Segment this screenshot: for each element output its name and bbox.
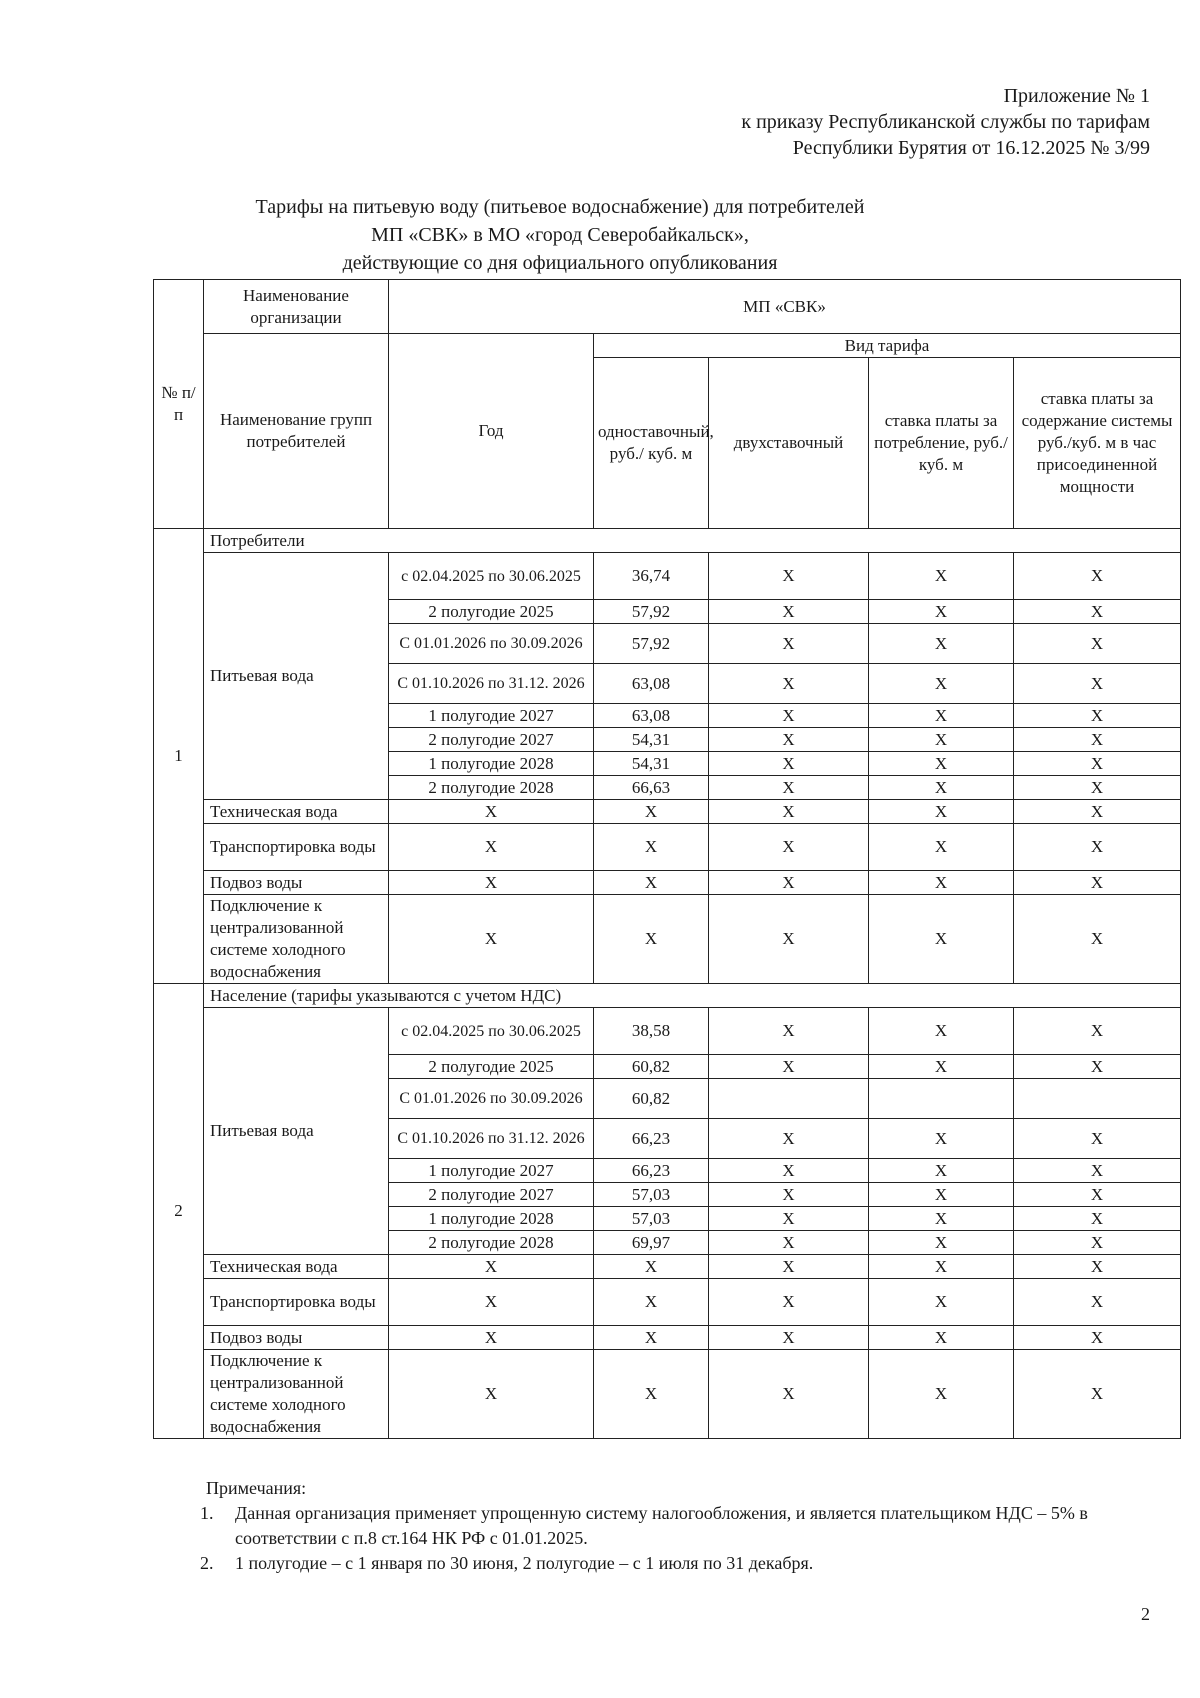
period-year: с 02.04.2025 по 30.06.2025	[389, 1008, 594, 1055]
other-service-row	[154, 895, 1181, 984]
maintenance-rate-value: X	[1014, 871, 1181, 895]
note-item	[200, 1501, 1180, 1551]
double-rate-value: X	[709, 800, 869, 824]
double-rate-value: X	[709, 1255, 869, 1279]
period-year: С 01.01.2026 по 30.09.2026	[389, 1079, 594, 1119]
consumption-rate-value: X	[869, 1231, 1014, 1255]
maintenance-rate-value: X	[1014, 600, 1181, 624]
single-rate-value: 54,31	[594, 728, 709, 752]
tariff-table	[153, 279, 1181, 1439]
col-maintenance-rate: ставка платы за содержание системы руб./куб. м в час присоединенной мощности	[1014, 358, 1181, 529]
consumption-rate-value: X	[869, 895, 1014, 984]
period-year: С 01.01.2026 по 30.09.2026	[389, 624, 594, 664]
single-rate-value: 66,63	[594, 776, 709, 800]
single-rate-value: 57,03	[594, 1183, 709, 1207]
period-year: 2 полугодие 2027	[389, 728, 594, 752]
service-name: Подвоз воды	[204, 871, 389, 895]
service-year: X	[389, 800, 594, 824]
maintenance-rate-value: X	[1014, 664, 1181, 704]
consumption-rate-value	[869, 1079, 1014, 1119]
maintenance-rate-value: X	[1014, 1350, 1181, 1439]
note-item	[200, 1551, 1180, 1576]
col-number-header: № п/п	[154, 280, 204, 529]
consumption-rate-value: X	[869, 1183, 1014, 1207]
page-number: 2	[1141, 1604, 1150, 1624]
consumption-rate-value: X	[869, 1279, 1014, 1326]
single-rate-value: 60,82	[594, 1079, 709, 1119]
maintenance-rate-value: X	[1014, 1231, 1181, 1255]
appendix-number: Приложение № 1	[1003, 85, 1150, 107]
maintenance-rate-value: X	[1014, 1183, 1181, 1207]
consumption-rate-value: X	[869, 704, 1014, 728]
consumption-rate-value: X	[869, 1350, 1014, 1439]
drinking-water-label: Питьевая вода	[204, 1008, 389, 1255]
consumption-rate-value: X	[869, 728, 1014, 752]
double-rate-value: X	[709, 824, 869, 871]
period-year: С 01.10.2026 по 31.12. 2026	[389, 1119, 594, 1159]
single-rate-value: X	[594, 824, 709, 871]
service-year: X	[389, 1279, 594, 1326]
single-rate-value: X	[594, 800, 709, 824]
service-year: X	[389, 871, 594, 895]
double-rate-value: X	[709, 1231, 869, 1255]
period-year: 1 полугодие 2028	[389, 752, 594, 776]
consumption-rate-value: X	[869, 752, 1014, 776]
consumption-rate-value: X	[869, 1207, 1014, 1231]
service-year: X	[389, 895, 594, 984]
single-rate-value: 63,08	[594, 664, 709, 704]
consumption-rate-value: X	[869, 600, 1014, 624]
double-rate-value: X	[709, 752, 869, 776]
service-year: X	[389, 824, 594, 871]
maintenance-rate-value: X	[1014, 1159, 1181, 1183]
title-line-2: МП «СВК» в МО «город Северобайкальск»,	[371, 224, 749, 246]
consumption-rate-value: X	[869, 1055, 1014, 1079]
double-rate-value: X	[709, 871, 869, 895]
single-rate-value: 54,31	[594, 752, 709, 776]
note-text: 1 полугодие – с 1 января по 30 июня, 2 полугодие – с 1 июля по 31 декабря.	[235, 1553, 814, 1573]
other-service-row	[154, 1350, 1181, 1439]
tariff-period-row	[154, 553, 1181, 600]
maintenance-rate-value: X	[1014, 824, 1181, 871]
single-rate-value: X	[594, 1350, 709, 1439]
tariff-type-label: Вид тарифа	[594, 334, 1181, 358]
consumption-rate-value: X	[869, 553, 1014, 600]
maintenance-rate-value: X	[1014, 800, 1181, 824]
single-rate-value: 66,23	[594, 1119, 709, 1159]
single-rate-value: 66,23	[594, 1159, 709, 1183]
double-rate-value: X	[709, 664, 869, 704]
section-consumers	[154, 529, 1181, 984]
service-name: Транспортировка воды	[204, 824, 389, 871]
period-year: С 01.10.2026 по 31.12. 2026	[389, 664, 594, 704]
consumption-rate-value: X	[869, 800, 1014, 824]
note-text: Данная организация применяет упрощенную систему налогообложения, и является плательщиком НДС – 5% в соответствии с п.8 ст.164 НК РФ с 01.01.2025.	[235, 1503, 1088, 1548]
other-service-row	[154, 824, 1181, 871]
consumption-rate-value: X	[869, 1159, 1014, 1183]
org-name-label: Наименование организации	[204, 280, 389, 334]
col-consumption-rate: ставка платы за потребление, руб./ куб. м	[869, 358, 1014, 529]
consumption-rate-value: X	[869, 776, 1014, 800]
single-rate-value: X	[594, 871, 709, 895]
single-rate-value: 69,97	[594, 1231, 709, 1255]
single-rate-value: 57,03	[594, 1207, 709, 1231]
consumption-rate-value: X	[869, 1008, 1014, 1055]
service-name: Техническая вода	[204, 800, 389, 824]
service-year: X	[389, 1350, 594, 1439]
service-year: X	[389, 1255, 594, 1279]
section-title-row	[154, 529, 1181, 553]
org-name-value: МП «СВК»	[389, 280, 1181, 334]
double-rate-value: X	[709, 1207, 869, 1231]
notes	[200, 1476, 1180, 1576]
period-year: 1 полугодие 2028	[389, 1207, 594, 1231]
tariff-period-row	[154, 1008, 1181, 1055]
period-year: 2 полугодие 2028	[389, 776, 594, 800]
consumption-rate-value: X	[869, 624, 1014, 664]
single-rate-value: 60,82	[594, 1055, 709, 1079]
period-year: 2 полугодие 2025	[389, 1055, 594, 1079]
appendix-header	[741, 83, 1150, 161]
double-rate-value: X	[709, 895, 869, 984]
maintenance-rate-value	[1014, 1079, 1181, 1119]
section-title: Население (тарифы указываются с учетом НДС)	[204, 984, 1181, 1008]
maintenance-rate-value: X	[1014, 728, 1181, 752]
single-rate-value: 57,92	[594, 624, 709, 664]
notes-heading: Примечания:	[206, 1478, 307, 1498]
consumption-rate-value: X	[869, 824, 1014, 871]
service-name: Подключение к централизованной системе холодного водоснабжения	[204, 895, 389, 984]
document-title	[200, 193, 920, 277]
consumption-rate-value: X	[869, 664, 1014, 704]
period-year: 2 полугодие 2028	[389, 1231, 594, 1255]
year-label: Год	[389, 334, 594, 529]
single-rate-value: 36,74	[594, 553, 709, 600]
maintenance-rate-value: X	[1014, 752, 1181, 776]
section-title: Потребители	[204, 529, 1181, 553]
service-name: Подключение к централизованной системе холодного водоснабжения	[204, 1350, 389, 1439]
consumption-rate-value: X	[869, 1119, 1014, 1159]
section-number: 1	[154, 529, 204, 984]
double-rate-value: X	[709, 1055, 869, 1079]
other-service-row	[154, 1279, 1181, 1326]
appendix-order-date: Республики Бурятия от 16.12.2025 № 3/99	[792, 137, 1150, 159]
groups-label: Наименование групп потребителей	[204, 334, 389, 529]
double-rate-value: X	[709, 1326, 869, 1350]
notes-list	[200, 1501, 1180, 1576]
maintenance-rate-value: X	[1014, 1255, 1181, 1279]
service-name: Подвоз воды	[204, 1326, 389, 1350]
other-service-row	[154, 800, 1181, 824]
section-number: 2	[154, 984, 204, 1439]
maintenance-rate-value: X	[1014, 624, 1181, 664]
service-name: Техническая вода	[204, 1255, 389, 1279]
period-year: 2 полугодие 2027	[389, 1183, 594, 1207]
double-rate-value: X	[709, 624, 869, 664]
maintenance-rate-value: X	[1014, 895, 1181, 984]
single-rate-value: X	[594, 1279, 709, 1326]
other-service-row	[154, 1326, 1181, 1350]
maintenance-rate-value: X	[1014, 1008, 1181, 1055]
double-rate-value: X	[709, 1159, 869, 1183]
note-number: 1.	[200, 1503, 214, 1523]
title-line-3: действующие со дня официального опубликования	[342, 252, 778, 274]
section-title-row	[154, 984, 1181, 1008]
double-rate-value: X	[709, 553, 869, 600]
service-name: Транспортировка воды	[204, 1279, 389, 1326]
col-double-rate: двухставочный	[709, 358, 869, 529]
single-rate-value: X	[594, 1255, 709, 1279]
maintenance-rate-value: X	[1014, 1055, 1181, 1079]
service-year: X	[389, 1326, 594, 1350]
double-rate-value: X	[709, 704, 869, 728]
double-rate-value: X	[709, 1008, 869, 1055]
double-rate-value: X	[709, 728, 869, 752]
double-rate-value: X	[709, 776, 869, 800]
maintenance-rate-value: X	[1014, 1279, 1181, 1326]
single-rate-value: X	[594, 1326, 709, 1350]
other-service-row	[154, 871, 1181, 895]
drinking-water-label: Питьевая вода	[204, 553, 389, 800]
consumption-rate-value: X	[869, 1255, 1014, 1279]
maintenance-rate-value: X	[1014, 704, 1181, 728]
other-service-row	[154, 1255, 1181, 1279]
appendix-order-line: к приказу Республиканской службы по тарифам	[741, 111, 1150, 133]
maintenance-rate-value: X	[1014, 776, 1181, 800]
col-single-rate: одноставочный, руб./ куб. м	[594, 358, 709, 529]
title-line-1: Тарифы на питьевую воду (питьевое водоснабжение) для потребителей	[255, 196, 865, 218]
maintenance-rate-value: X	[1014, 1207, 1181, 1231]
double-rate-value: X	[709, 1279, 869, 1326]
maintenance-rate-value: X	[1014, 1119, 1181, 1159]
single-rate-value: 57,92	[594, 600, 709, 624]
double-rate-value: X	[709, 1119, 869, 1159]
maintenance-rate-value: X	[1014, 553, 1181, 600]
consumption-rate-value: X	[869, 871, 1014, 895]
consumption-rate-value: X	[869, 1326, 1014, 1350]
period-year: 1 полугодие 2027	[389, 1159, 594, 1183]
double-rate-value: X	[709, 1183, 869, 1207]
maintenance-rate-value: X	[1014, 1326, 1181, 1350]
section-population	[154, 984, 1181, 1439]
double-rate-value: X	[709, 1350, 869, 1439]
double-rate-value: X	[709, 600, 869, 624]
period-year: 1 полугодие 2027	[389, 704, 594, 728]
period-year: с 02.04.2025 по 30.06.2025	[389, 553, 594, 600]
period-year: 2 полугодие 2025	[389, 600, 594, 624]
single-rate-value: X	[594, 895, 709, 984]
note-number: 2.	[200, 1553, 214, 1573]
single-rate-value: 63,08	[594, 704, 709, 728]
double-rate-value	[709, 1079, 869, 1119]
single-rate-value: 38,58	[594, 1008, 709, 1055]
